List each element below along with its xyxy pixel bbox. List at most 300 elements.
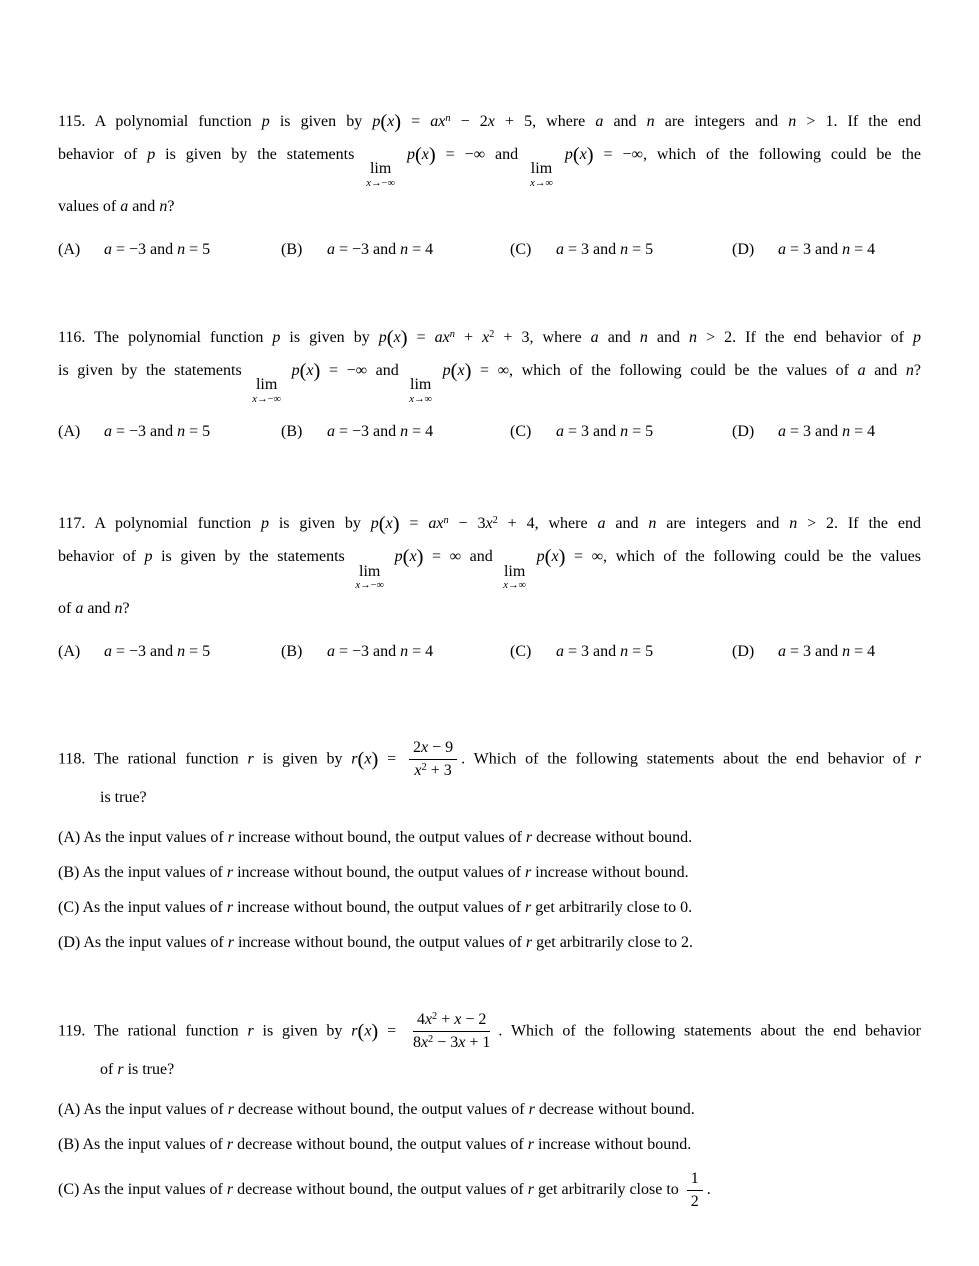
text-run: + 5, where: [494, 113, 596, 131]
text-run: = 5: [185, 240, 211, 258]
math-variable: x: [503, 580, 508, 592]
text-run: of: [100, 1061, 118, 1079]
math-variable: n: [400, 423, 409, 441]
math-variable: a: [104, 240, 112, 258]
math-variable: a: [595, 113, 604, 131]
math-variable: r: [227, 934, 234, 952]
text-run: > 2. If the end: [797, 515, 922, 533]
stem-line: [58, 540, 921, 591]
math-variable: r: [226, 864, 234, 882]
text-run: = ∞, which of the following could be the values of: [471, 361, 858, 379]
numerator: [413, 1010, 490, 1032]
math-variable: r: [525, 934, 533, 952]
text-run: 1: [690, 1170, 699, 1188]
text-run: (C) As the input values of: [58, 899, 227, 917]
text-run: is given by: [253, 750, 352, 768]
math-variable: r: [227, 829, 234, 847]
text-run: decrease without bound, the output values of: [233, 1136, 528, 1154]
denominator: [410, 760, 455, 781]
text-run: behavior of: [58, 548, 145, 566]
limit-word: lim: [530, 160, 553, 178]
math-variable: a: [778, 642, 786, 660]
math-variable: x: [393, 328, 401, 346]
math-variable: x: [364, 750, 372, 768]
text-run: =: [401, 113, 431, 131]
math-variable: r: [527, 1136, 534, 1154]
text-run: + 4, where: [497, 515, 598, 533]
big-paren: (: [572, 144, 580, 167]
superscript-exponent: 2: [421, 761, 427, 773]
math-variable: r: [117, 1061, 124, 1079]
big-paren: (: [402, 546, 410, 569]
math-variable: x: [366, 178, 371, 190]
big-paren: (: [299, 359, 307, 382]
choice-a: [58, 827, 921, 849]
big-paren: ): [392, 513, 400, 536]
math-variable: a: [857, 361, 866, 379]
big-paren: (: [378, 513, 386, 536]
text-run: (C) As the input values of: [58, 1181, 227, 1199]
text-run: = 4: [850, 240, 876, 258]
stem-line: [58, 738, 921, 781]
choice-c: [58, 897, 921, 919]
choice-c: [58, 1169, 921, 1212]
text-run: . Which of the following statements about the end behavior of: [461, 750, 915, 768]
text-run: 4: [416, 1011, 425, 1029]
limit-word: lim: [369, 160, 392, 178]
text-run: →∞: [413, 393, 433, 405]
choices-row: [58, 233, 921, 266]
math-variable: n: [177, 240, 186, 258]
text-run: = 3 and: [786, 642, 843, 660]
math-variable: n: [639, 328, 648, 346]
text-run: [555, 146, 565, 163]
choice-c: [510, 635, 732, 668]
text-run: [397, 146, 407, 163]
text-run: increase without bound, the output values of: [233, 829, 526, 847]
text-run: − 2: [450, 113, 488, 131]
limit-notation: [530, 161, 553, 189]
text-run: and: [598, 328, 640, 346]
math-variable: x: [420, 738, 429, 756]
math-variable: n: [620, 240, 629, 258]
math-variable: n: [177, 423, 186, 441]
math-variable: n: [842, 423, 851, 441]
text-run: . Which of the following statements about the end behavior: [498, 1022, 922, 1040]
text-run: > 2. If the end behavior of: [697, 328, 913, 346]
choices-row: [58, 635, 921, 668]
math-variable: x: [409, 548, 417, 566]
text-run: →−∞: [256, 393, 281, 405]
text-run: = 3 and: [786, 240, 843, 258]
text-run: is given by: [280, 328, 379, 346]
text-run: − 3: [433, 1034, 459, 1052]
text-run: > 1. If the end: [796, 113, 922, 131]
text-run: [283, 362, 292, 379]
fraction: [409, 1010, 494, 1053]
math-variable: r: [227, 1101, 234, 1119]
choice-label: (D): [732, 642, 755, 660]
math-variable: x: [458, 1034, 466, 1052]
math-variable: n: [400, 240, 409, 258]
math-variable: r: [527, 1181, 534, 1199]
choice-expression: [556, 423, 653, 440]
limit-word: lim: [359, 562, 381, 580]
math-variable: ax: [430, 113, 446, 131]
text-run: increase without bound.: [531, 864, 689, 882]
denominator: [687, 1191, 703, 1212]
text-run: 116. The polynomial function: [58, 328, 273, 346]
math-variable: p: [913, 328, 921, 346]
math-variable: p: [442, 361, 451, 379]
choice-a: [58, 1099, 921, 1121]
text-run: [434, 362, 443, 379]
text-run: = 4: [850, 423, 876, 441]
text-run: = −∞ and: [320, 361, 408, 379]
text-run: get arbitrarily close to 2.: [532, 934, 693, 952]
choice-a: [58, 635, 281, 668]
choice-c: [510, 233, 732, 266]
math-variable: a: [104, 642, 112, 660]
superscript-exponent: n: [443, 515, 449, 527]
text-run: (A) As the input values of: [58, 1101, 228, 1119]
limit-subscript: [252, 395, 281, 406]
math-variable: p: [147, 146, 156, 164]
text-run: = −3 and: [112, 423, 178, 441]
text-run: increase without bound, the output values of: [233, 899, 526, 917]
stem-line: [58, 318, 921, 354]
text-run: = −3 and: [335, 240, 401, 258]
math-variable: a: [556, 240, 564, 258]
text-run: = −∞, which of the following could be the: [593, 146, 922, 164]
choice-b: [281, 233, 510, 266]
superscript-exponent: 2: [432, 1011, 438, 1023]
big-paren: ): [416, 546, 424, 569]
big-paren: ): [558, 546, 566, 569]
choice-b: [281, 635, 510, 668]
math-variable: n: [788, 113, 797, 131]
big-paren: (: [386, 326, 394, 349]
text-run: →∞: [534, 178, 553, 190]
limit-notation: [503, 564, 526, 592]
math-variable: r: [247, 1022, 254, 1040]
math-variable: x: [457, 361, 465, 379]
text-run: →−∞: [360, 580, 385, 592]
choice-label: (A): [58, 642, 81, 660]
math-variable: x: [306, 361, 314, 379]
limit-subscript: [409, 395, 432, 406]
math-variable: n: [842, 240, 851, 258]
math-variable: p: [378, 328, 387, 346]
math-variable: p: [406, 146, 415, 164]
text-run: 118. The rational function: [58, 750, 248, 768]
math-variable: a: [327, 642, 335, 660]
big-paren: ): [464, 359, 472, 382]
text-run: ?: [122, 599, 130, 617]
text-run: 2: [690, 1193, 699, 1211]
text-run: get arbitrarily close to: [533, 1181, 683, 1199]
math-variable: a: [778, 423, 786, 441]
big-paren: (: [357, 1020, 365, 1043]
math-variable: x: [454, 1011, 462, 1029]
text-run: = 3 and: [786, 423, 843, 441]
limit-word: lim: [410, 375, 432, 393]
math-variable: n: [159, 197, 168, 215]
stem-line: [58, 138, 921, 189]
limit-notation: [355, 564, 384, 592]
choice-expression: [104, 423, 210, 440]
text-run: ?: [167, 197, 175, 215]
text-run: is given by: [269, 113, 373, 131]
text-run: get arbitrarily close to 0.: [531, 899, 693, 917]
math-variable: x: [424, 1011, 433, 1029]
math-variable: n: [114, 599, 123, 617]
math-variable: p: [260, 515, 269, 533]
text-run: decrease without bound, the output values of: [233, 1101, 529, 1119]
choice-expression: [327, 423, 433, 440]
choice-d: [732, 635, 875, 668]
text-run: = −3 and: [112, 240, 178, 258]
question-117: [58, 504, 921, 668]
choice-a: [58, 415, 281, 448]
math-variable: n: [400, 642, 409, 660]
math-variable: r: [226, 1136, 234, 1154]
text-run: = 4: [408, 240, 434, 258]
math-variable: x: [482, 328, 490, 346]
math-variable: p: [291, 361, 300, 379]
math-variable: x: [355, 580, 361, 592]
text-run: (A) As the input values of: [58, 829, 228, 847]
text-run: =: [378, 1022, 405, 1040]
limit-word: lim: [503, 562, 526, 580]
math-variable: r: [914, 750, 921, 768]
choice-expression: [778, 423, 875, 440]
big-paren: ): [371, 1020, 379, 1043]
choice-label: (A): [58, 240, 81, 258]
text-run: + 3: [426, 762, 452, 780]
text-run: is given by: [268, 515, 371, 533]
superscript-exponent: 2: [489, 328, 495, 340]
choice-expression: [778, 241, 875, 258]
math-variable: a: [590, 328, 599, 346]
text-run: and: [605, 515, 649, 533]
limit-subscript: [366, 179, 395, 190]
math-variable: n: [620, 642, 629, 660]
text-run: is given by the statements: [152, 548, 354, 566]
text-run: (B) As the input values of: [58, 864, 227, 882]
choice-label: (D): [732, 423, 755, 441]
math-variable: ax: [428, 515, 444, 533]
text-run: increase without bound, the output values of: [233, 864, 526, 882]
text-run: + 3, where: [494, 328, 591, 346]
text-run: = 5: [185, 642, 211, 660]
text-run: are integers and: [654, 113, 789, 131]
math-variable: x: [252, 393, 257, 405]
math-variable: n: [789, 515, 798, 533]
choice-label: (A): [58, 423, 81, 441]
text-run: and: [83, 599, 115, 617]
text-run: and: [603, 113, 647, 131]
text-run: 115. A polynomial function: [58, 113, 262, 131]
text-run: + 1: [465, 1034, 491, 1052]
text-run: decrease without bound, the output values of: [233, 1181, 528, 1199]
text-run: →∞: [507, 580, 527, 592]
text-run: +: [454, 328, 483, 346]
text-run: − 9: [428, 738, 454, 756]
text-run: is true?: [123, 1061, 175, 1079]
math-variable: n: [689, 328, 698, 346]
choice-label: (C): [510, 240, 532, 258]
stem-line: [58, 504, 921, 540]
question-119: [58, 1010, 921, 1212]
stem-line: [58, 102, 921, 138]
text-run: = 5: [185, 423, 211, 441]
fraction: [409, 738, 457, 781]
text-run: decrease without bound.: [532, 829, 693, 847]
choice-label: (B): [281, 423, 303, 441]
big-paren: (: [380, 111, 388, 134]
math-variable: p: [394, 548, 403, 566]
text-run: = 5: [628, 423, 654, 441]
stem-line: [58, 354, 921, 405]
choice-a: [58, 233, 281, 266]
text-run: (D) As the input values of: [58, 934, 228, 952]
math-variable: a: [556, 423, 564, 441]
math-variable: n: [177, 642, 186, 660]
text-run: = 5: [628, 240, 654, 258]
big-paren: ): [428, 144, 436, 167]
text-run: +: [437, 1011, 455, 1029]
choice-label: (B): [281, 240, 303, 258]
math-variable: x: [409, 393, 414, 405]
text-run: decrease without bound.: [534, 1101, 695, 1119]
math-variable: x: [530, 178, 535, 190]
choice-label: (B): [281, 642, 303, 660]
math-variable: r: [525, 864, 532, 882]
text-run: − 3: [448, 515, 486, 533]
text-run: [386, 548, 395, 565]
superscript-exponent: n: [449, 328, 455, 340]
math-variable: x: [551, 548, 559, 566]
math-variable: a: [327, 423, 335, 441]
math-variable: r: [351, 750, 358, 768]
text-run: = 4: [408, 423, 434, 441]
superscript-exponent: 2: [492, 515, 498, 527]
stem-line: [58, 781, 921, 814]
math-variable: r: [351, 1022, 358, 1040]
text-run: and: [647, 328, 690, 346]
text-run: = −3 and: [335, 423, 401, 441]
math-variable: x: [414, 762, 422, 780]
math-variable: n: [620, 423, 629, 441]
text-run: = 4: [850, 642, 876, 660]
math-variable: a: [104, 423, 112, 441]
text-run: = 3 and: [564, 423, 621, 441]
numerator: [687, 1169, 703, 1191]
text-run: =: [399, 515, 429, 533]
big-paren: (: [357, 748, 365, 771]
big-paren: ): [400, 326, 408, 349]
big-paren: ): [586, 144, 594, 167]
text-run: = −∞ and: [435, 146, 529, 164]
math-variable: n: [648, 515, 657, 533]
text-run: is given by the statements: [58, 361, 251, 379]
math-variable: a: [597, 515, 606, 533]
math-variable: x: [487, 113, 495, 131]
text-run: and: [865, 361, 906, 379]
text-run: = −3 and: [112, 642, 178, 660]
math-variable: n: [646, 113, 655, 131]
text-run: 2: [412, 738, 421, 756]
math-variable: p: [144, 548, 153, 566]
text-run: is given by the statements: [155, 146, 365, 164]
math-variable: a: [778, 240, 786, 258]
math-variable: a: [327, 240, 335, 258]
math-variable: x: [420, 1034, 429, 1052]
text-run: =: [407, 328, 435, 346]
big-paren: (: [414, 144, 422, 167]
math-variable: r: [226, 1181, 234, 1199]
math-variable: x: [485, 515, 493, 533]
text-run: increase without bound, the output values of: [233, 934, 526, 952]
choice-expression: [556, 643, 653, 660]
choice-c: [510, 415, 732, 448]
text-run: of: [58, 599, 76, 617]
text-run: .: [706, 1181, 711, 1199]
text-run: values of: [58, 197, 121, 215]
question-116: [58, 318, 921, 449]
text-run: and: [128, 197, 160, 215]
math-variable: x: [421, 146, 429, 164]
math-variable: r: [525, 829, 533, 847]
superscript-exponent: n: [445, 113, 451, 124]
stem-line: [58, 1010, 921, 1053]
limit-notation: [252, 377, 281, 405]
stem-line: [58, 1053, 921, 1086]
stem-line: [58, 190, 921, 223]
math-variable: a: [556, 642, 564, 660]
math-variable: p: [370, 515, 379, 533]
choice-expression: [327, 643, 433, 660]
choices-row: [58, 415, 921, 448]
math-variable: p: [536, 548, 545, 566]
choice-expression: [327, 241, 433, 258]
text-run: →−∞: [370, 178, 395, 190]
fraction: [687, 1169, 703, 1212]
text-run: = ∞, which of the following could be the values: [565, 548, 921, 566]
text-run: − 2: [461, 1011, 487, 1029]
text-run: = 4: [408, 642, 434, 660]
text-run: [528, 548, 537, 565]
choice-d: [732, 415, 875, 448]
choice-expression: [778, 643, 875, 660]
text-run: = 3 and: [564, 240, 621, 258]
big-paren: ): [313, 359, 321, 382]
big-paren: (: [450, 359, 458, 382]
text-run: ?: [913, 361, 922, 379]
math-variable: x: [385, 515, 393, 533]
math-variable: x: [579, 146, 587, 164]
limit-subscript: [503, 581, 526, 592]
limit-notation: [366, 161, 395, 189]
text-run: is true?: [100, 789, 147, 807]
text-run: are integers and: [656, 515, 790, 533]
text-run: 117. A polynomial function: [58, 515, 261, 533]
superscript-exponent: 2: [428, 1034, 434, 1046]
choice-expression: [556, 241, 653, 258]
choice-b: [58, 1134, 921, 1156]
question-118: [58, 738, 921, 954]
